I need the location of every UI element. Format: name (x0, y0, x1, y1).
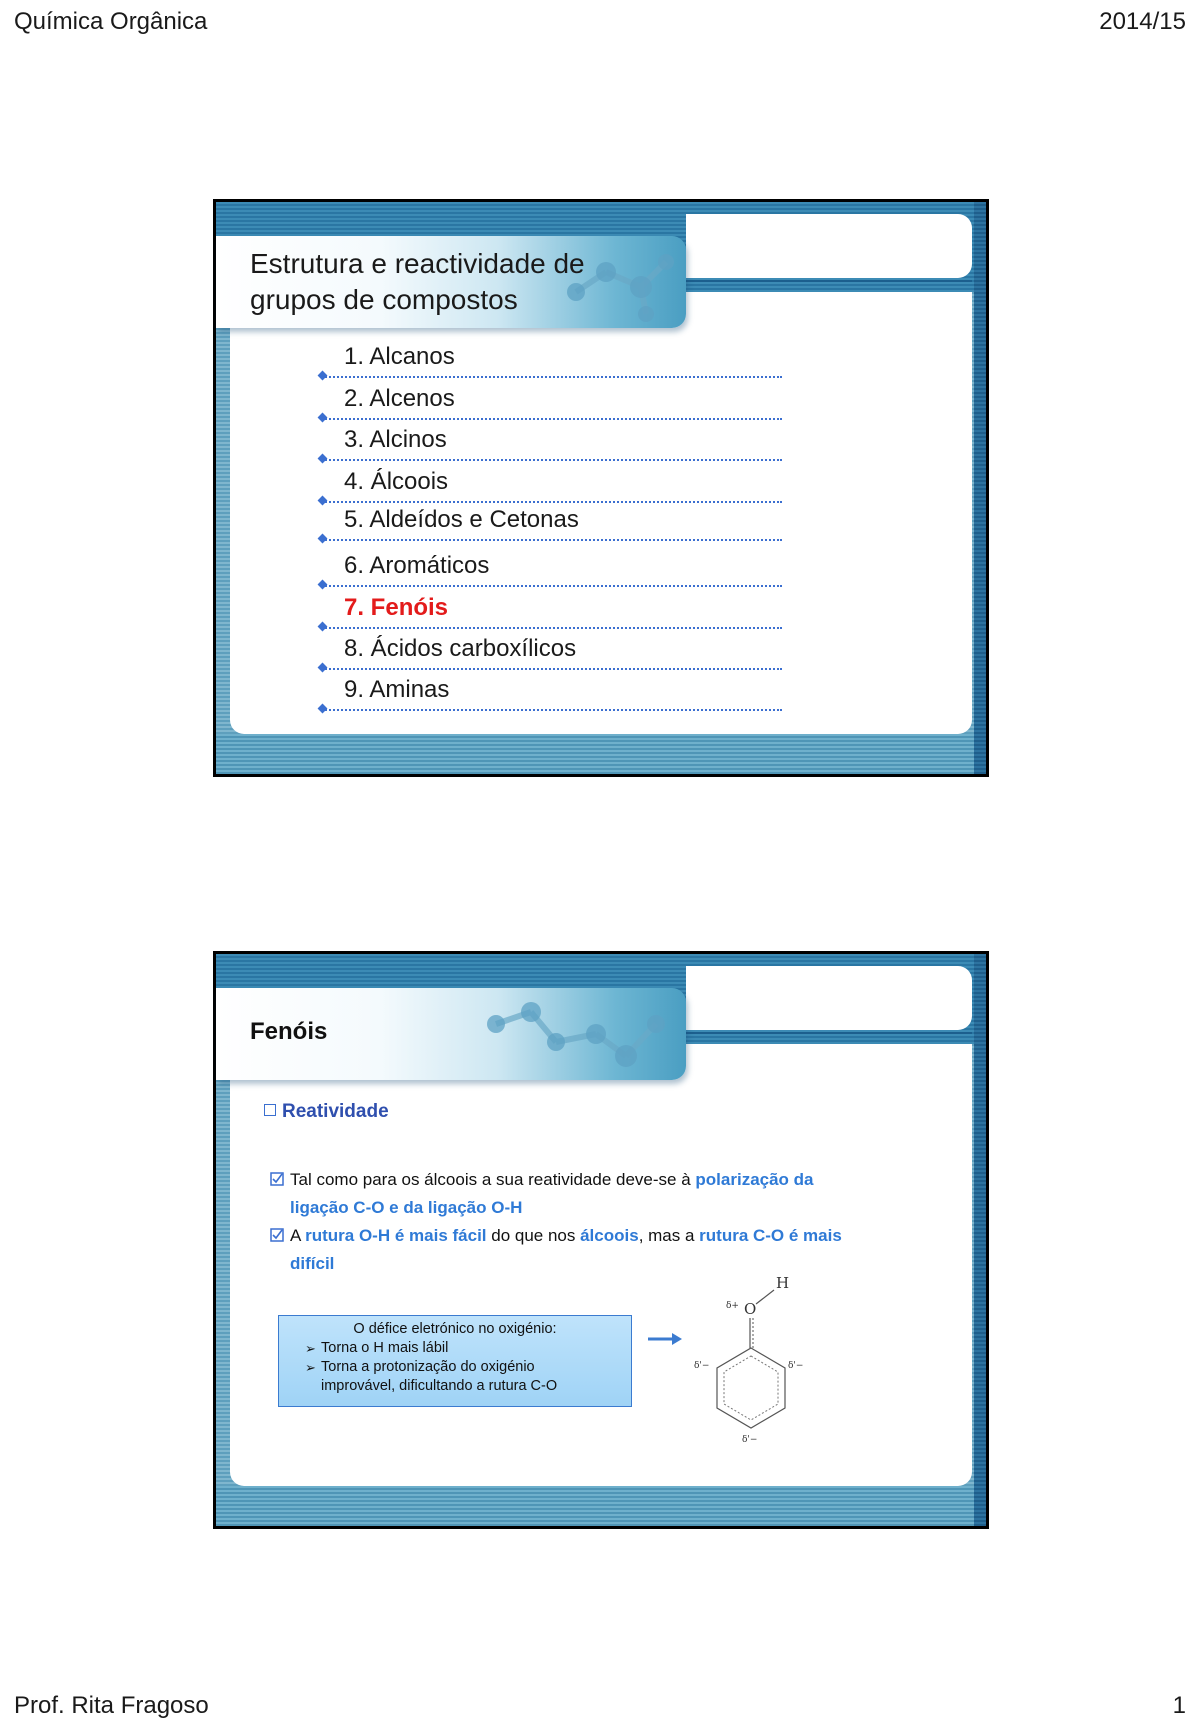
bullet-highlight: polarização da (695, 1170, 814, 1189)
document-year: 2014/15 (1099, 8, 1186, 35)
info-box (278, 1315, 632, 1407)
atom-h-label: H (776, 1274, 790, 1292)
toc-item (322, 635, 782, 665)
toc-dotted-rule (322, 459, 782, 461)
toc-item-label: 8. Ácidos carboxílicos (344, 635, 577, 662)
toc-dotted-rule (322, 418, 782, 420)
toc-item-label: 3. Alcinos (344, 426, 447, 453)
slide-topright-line (686, 280, 972, 282)
bullet-highlight: difícil (290, 1254, 335, 1273)
toc-item-label: 5. Aldeídos e Cetonas (344, 506, 579, 533)
toc-item (322, 385, 782, 415)
phenol-structure-diagram (676, 1274, 846, 1445)
page-number: 1 (1172, 1692, 1186, 1719)
atom-o-label: O (744, 1300, 757, 1318)
molecule-decoration-icon (476, 994, 676, 1074)
slide-1 (213, 199, 989, 777)
bullet-text: do que nos (486, 1226, 581, 1245)
toc-dotted-rule (322, 668, 782, 670)
bullet-highlight: rutura O-H é mais fácil (305, 1226, 487, 1245)
bullet-text: Tal como para os álcoois a sua reatividade deve-se à (290, 1170, 696, 1189)
slide-title: Fenóis (250, 1018, 328, 1045)
slide-2 (213, 951, 989, 1529)
toc-item (322, 676, 782, 706)
slide-topright-line (686, 1032, 972, 1034)
section-heading (264, 1098, 389, 1126)
toc-item-label: 6. Aromáticos (344, 552, 490, 579)
toc-dotted-rule (322, 627, 782, 629)
bullet-item-2 (270, 1222, 930, 1278)
slide-title-line-1: Estrutura e reactividade de (250, 248, 585, 279)
toc-item (322, 343, 782, 373)
toc-item (322, 594, 782, 624)
bullet-highlight: rutura C-O é mais (699, 1226, 842, 1245)
slide-title-line-2: grupos de compostos (250, 284, 518, 315)
toc-dotted-rule (322, 501, 782, 503)
delta-minus-label: δ'− (694, 1361, 710, 1371)
toc-item (322, 468, 782, 498)
toc-dotted-rule (322, 585, 782, 587)
checkbox-checked-icon (270, 1172, 284, 1186)
delta-minus-label: δ'− (788, 1361, 804, 1371)
slide-topright-panel (686, 966, 972, 1030)
toc-dotted-rule (322, 539, 782, 541)
toc-item-label: 2. Alcenos (344, 385, 455, 412)
bullet-highlight: ligação C-O e da ligação O-H (290, 1198, 523, 1217)
toc-item-label: 4. Álcoois (344, 468, 449, 495)
toc-item-label: 1. Alcanos (344, 343, 455, 370)
slide-bottom-band (216, 1486, 986, 1526)
toc-dotted-rule (322, 709, 782, 711)
toc-item (322, 426, 782, 456)
toc-dotted-rule (322, 376, 782, 378)
delta-plus-label: δ+ (726, 1301, 739, 1311)
bullet-text: A (290, 1226, 306, 1245)
document-title: Química Orgânica (14, 8, 208, 35)
info-box-item: ➢ Torna o H mais lábil (307, 1339, 621, 1358)
section-heading-label: Reatividade (282, 1101, 389, 1122)
slide-right-strip (974, 954, 986, 1526)
square-bullet-icon (264, 1104, 276, 1116)
bullet-item-1 (270, 1166, 910, 1222)
toc-item-label: 7. Fenóis (344, 594, 449, 621)
bullet-highlight: álcoois (580, 1226, 639, 1245)
slide-right-strip (974, 202, 986, 774)
slide-topright-panel (686, 214, 972, 278)
slide-bottom-band (216, 734, 986, 774)
info-box-item: ➢ Torna a protonização do oxigénio (307, 1358, 621, 1377)
info-box-item-continued: improvável, dificultando a rutura C-O (321, 1378, 558, 1394)
toc-item (322, 552, 782, 582)
info-box-heading: O défice eletrónico no oxigénio: (353, 1321, 557, 1337)
toc-item (322, 506, 782, 536)
delta-minus-label: δ'− (742, 1435, 758, 1445)
toc-item-label: 9. Aminas (344, 676, 450, 703)
bullet-text: , mas a (638, 1226, 700, 1245)
slide-title (250, 246, 585, 318)
checkbox-checked-icon (270, 1228, 284, 1242)
author-name: Prof. Rita Fragoso (14, 1692, 209, 1719)
